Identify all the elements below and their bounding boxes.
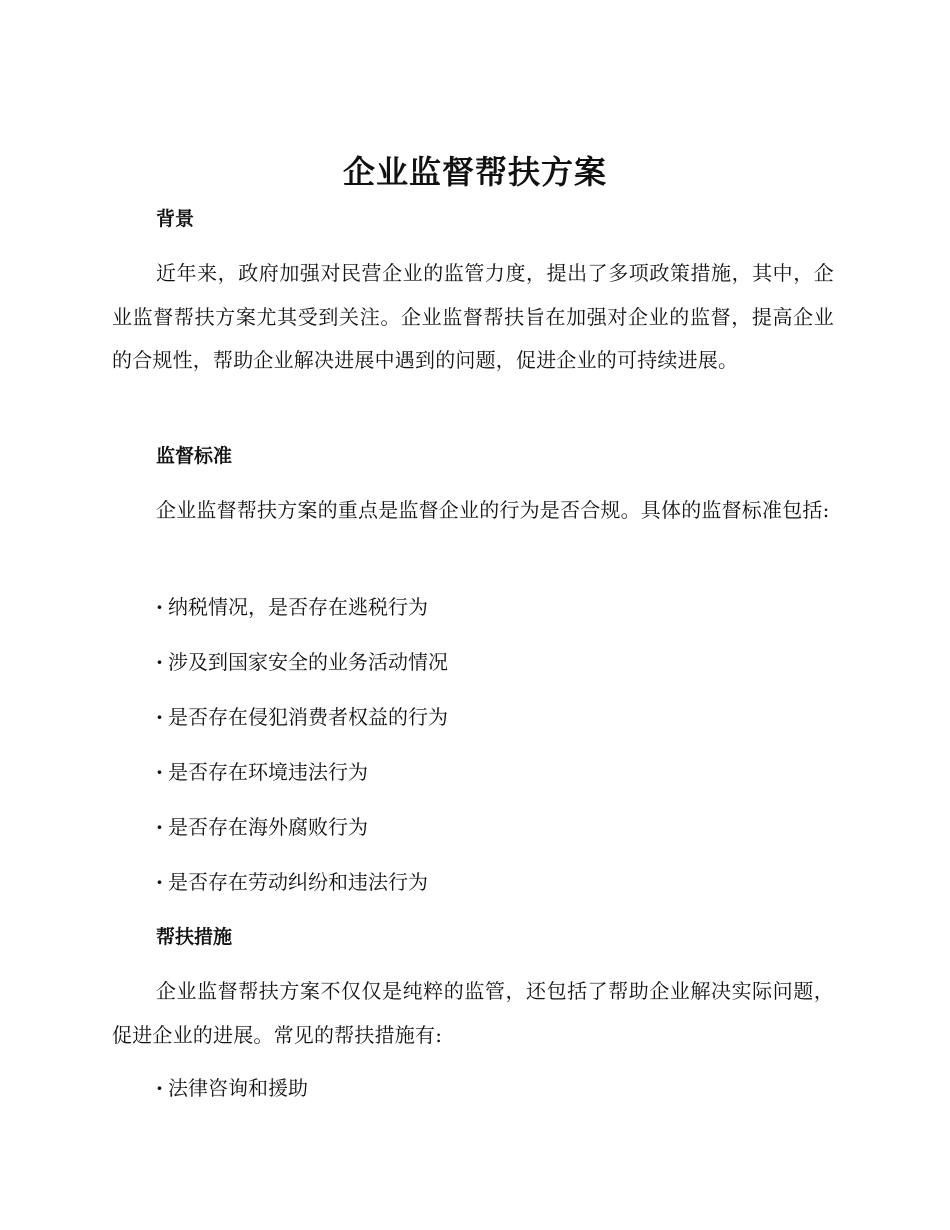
section-heading-measures: 帮扶措施 bbox=[156, 926, 233, 948]
list-item: · 是否存在环境违法行为 bbox=[156, 757, 368, 787]
bullet-icon: · bbox=[156, 815, 163, 839]
bullet-icon: · bbox=[156, 870, 163, 894]
section-heading-standards: 监督标准 bbox=[156, 445, 233, 467]
section-paragraph-standards: 企业监督帮扶方案的重点是监督企业的行为是否合规。具体的监督标准包括: bbox=[156, 498, 830, 522]
list-item: · 是否存在劳动纠纷和违法行为 bbox=[156, 867, 428, 897]
list-item: · 法律咨询和援助 bbox=[156, 1073, 308, 1103]
section-paragraph-measures: 企业监督帮扶方案不仅仅是纯粹的监管，还包括了帮助企业解决实际问题，促进企业的进展。常见的帮扶措施有: bbox=[112, 979, 834, 1047]
bullet-icon: · bbox=[156, 760, 163, 784]
document-title: 企业监督帮扶方案 bbox=[342, 153, 607, 191]
list-item: · 是否存在海外腐败行为 bbox=[156, 812, 368, 842]
bullet-icon: · bbox=[156, 1076, 163, 1100]
bullet-icon: · bbox=[156, 595, 163, 619]
list-item: · 是否存在侵犯消费者权益的行为 bbox=[156, 702, 448, 732]
list-item: · 涉及到国家安全的业务活动情况 bbox=[156, 647, 448, 677]
section-paragraph-background: 近年来，政府加强对民营企业的监管力度，提出了多项政策措施，其中，企业监督帮扶方案尤其受到关注。企业监督帮扶旨在加强对企业的监督，提高企业的合规性，帮助企业解决进展中遇到的问题，促进企业的可持续进展。 bbox=[112, 261, 834, 372]
bullet-icon: · bbox=[156, 650, 163, 674]
section-heading-background: 背景 bbox=[156, 208, 195, 230]
bullet-icon: · bbox=[156, 705, 163, 729]
list-item: · 纳税情况，是否存在逃税行为 bbox=[156, 592, 428, 622]
